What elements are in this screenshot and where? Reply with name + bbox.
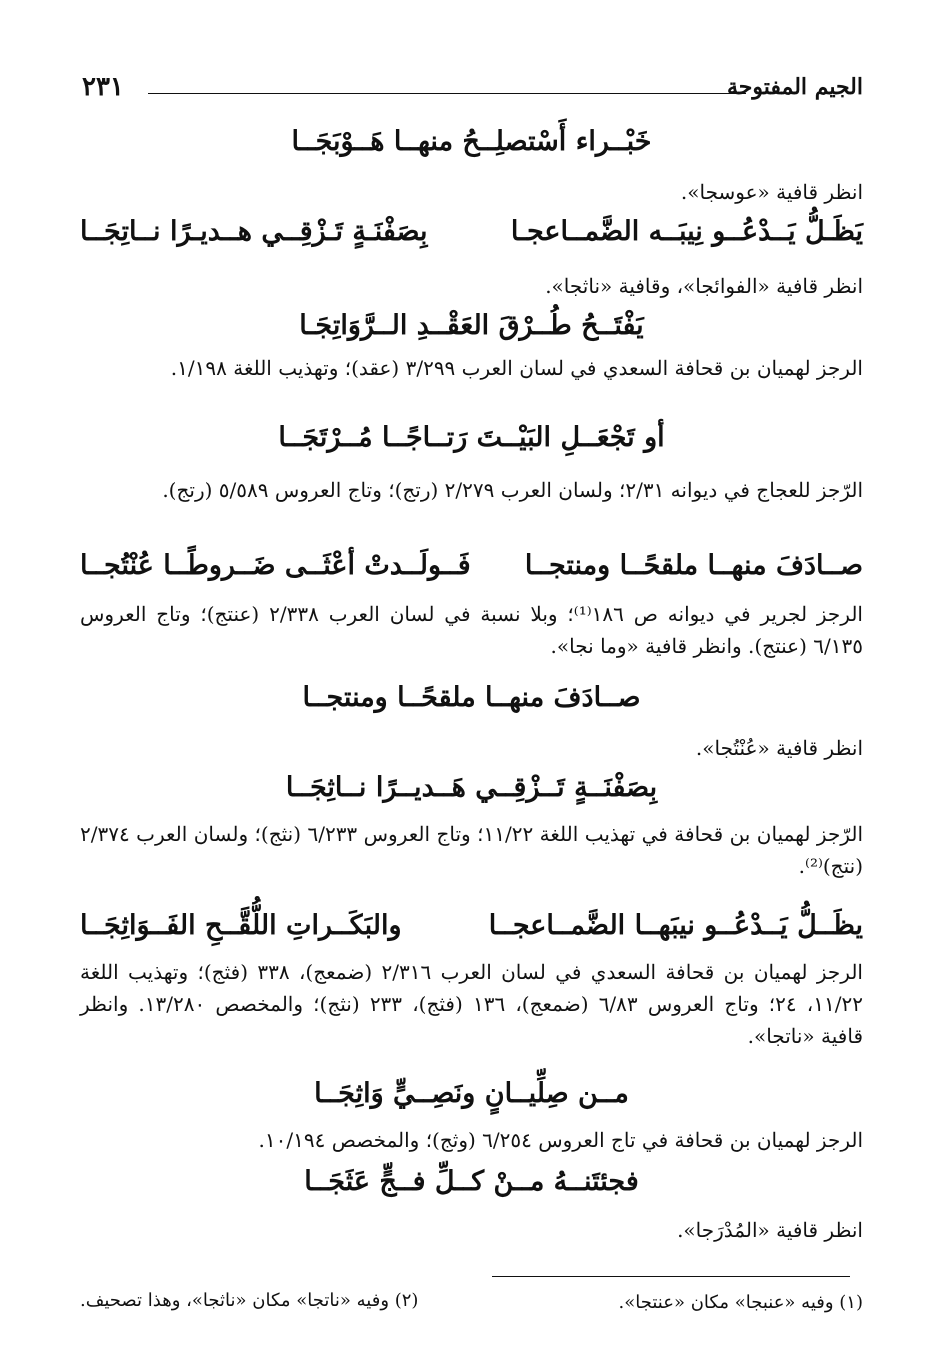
- note-paragraph: الرّجز للعجاج في ديوانه ٢/٣١؛ ولسان العرب ٢/٢٧٩ (رتج)؛ وتاج العروس ٥/٥٨٩ (رتج).: [162, 478, 863, 502]
- note-paragraph: الرجز لهميان بن قحافة في تاج العروس ٦/٢٥٤ (وثج)؛ والمخصص ١٠/١٩٤.: [258, 1128, 863, 1152]
- note-paragraph: الرجز لجرير في ديوانه ص ١٨٦⁽¹⁾؛ وبلا نسبة في لسان العرب ٢/٣٣٨ (عنتج)؛ وتاج العروس ٦/١٣٥ (عنتج). وانظر قافية «وما نجا».: [80, 602, 863, 658]
- verse-line: صــادَفَ منهــا ملقحًــا ومنتجــا: [302, 682, 641, 713]
- verse-second-hemistich: بِصَفْنَـةٍ تَـزْقِــي هــديـرًا نــاتِجَــا: [80, 216, 428, 247]
- note-paragraph: انظر قافية «عُنْتُجا».: [695, 736, 863, 760]
- note-paragraph: الرجز لهميان بن قحافة السعدي في لسان العرب ٣/٢٩٩ (عقد)؛ وتهذيب اللغة ١/١٩٨.: [170, 356, 863, 380]
- verse-first-hemistich: يَظَـلُّ يَــدْعُــو نِيبَــه الضَّمــاعجـا: [510, 216, 863, 247]
- verse-line: بِصَفْنَــةٍ تَــزْقِــي هَــديــرًا نــاثِجَــا: [285, 772, 658, 803]
- header-rule: [148, 93, 746, 94]
- verse-line: يَفْتَــحُ طُــرْقَ العَقْــدِ الــرَّوَاتِجَـا: [299, 310, 644, 341]
- note-paragraph: الرجز لهميان بن قحافة السعدي في لسان العرب ٢/٣١٦ (ضمعج)، ٣٣٨ (فثج)؛ وتهذيب اللغة ١١/٢٢، ٢٤؛ وتاج العروس ٦/٨٣ (ضمعج)، ١٣٦ (فثج)، ٢٣٣ (نثج)؛ والمخصص ١٣/٢٨٠. وانظر قافية «ناتجا».: [80, 960, 863, 1048]
- verse-first-hemistich: صــادَفَ منهــا ملقحًــا ومنتجــا: [524, 550, 863, 581]
- chapter-title: الجيم المفتوحة: [726, 74, 863, 100]
- note-paragraph: انظر قافية «الفوائجا»، وقافية «ناثجا».: [545, 274, 863, 298]
- footnote-1: (١) وفيه «عنبجا» مكان «عنتجا».: [618, 1292, 863, 1313]
- verse-first-hemistich: يظَــلُّ يَــدْعُــو نيبَهــا الضَّمــاعجــا: [488, 910, 863, 941]
- footnote-rule: [492, 1276, 850, 1277]
- note-paragraph: الرّجز لهميان بن قحافة في تهذيب اللغة ١١/٢٢؛ وتاج العروس ٦/٢٣٣ (نثج)؛ ولسان العرب ٢/٣٧٤ (نتج)⁽²⁾.: [80, 822, 863, 878]
- page-number: ٢٣١: [82, 72, 124, 102]
- note-paragraph: انظر قافية «المُدْرَجا».: [677, 1218, 863, 1242]
- verse-line: أو تَجْعَــلِ البَيْــتَ رَتــاجًــا مُــرْتَجَــا: [278, 422, 665, 453]
- verse-second-hemistich: والبَكَــراتِ اللُّقَّــحِ الفَــوَاثِجَــا: [80, 910, 402, 941]
- verse-second-hemistich: فَــولَــدتْ أعْثَــى ضَــروطًــا عُنْتُجــا: [80, 550, 471, 581]
- verse-line: خَبْــراء أَسْتصلِــحُ منهــا هَــوْبَجَــا: [291, 126, 652, 157]
- footnote-2: (٢) وفيه «ناتجا» مكان «ناثجا»، وهذا تصحيف.: [80, 1290, 419, 1311]
- verse-line: مــن صِلِّيــانٍ ونَصِــيٍّ وَاثِجَــا: [314, 1078, 629, 1109]
- verse-line: فجئتَنــهُ مــنْ كــلِّ فــجٍّ عَثَجَــا: [304, 1166, 639, 1197]
- note-paragraph: انظر قافية «عوسجا».: [680, 180, 863, 204]
